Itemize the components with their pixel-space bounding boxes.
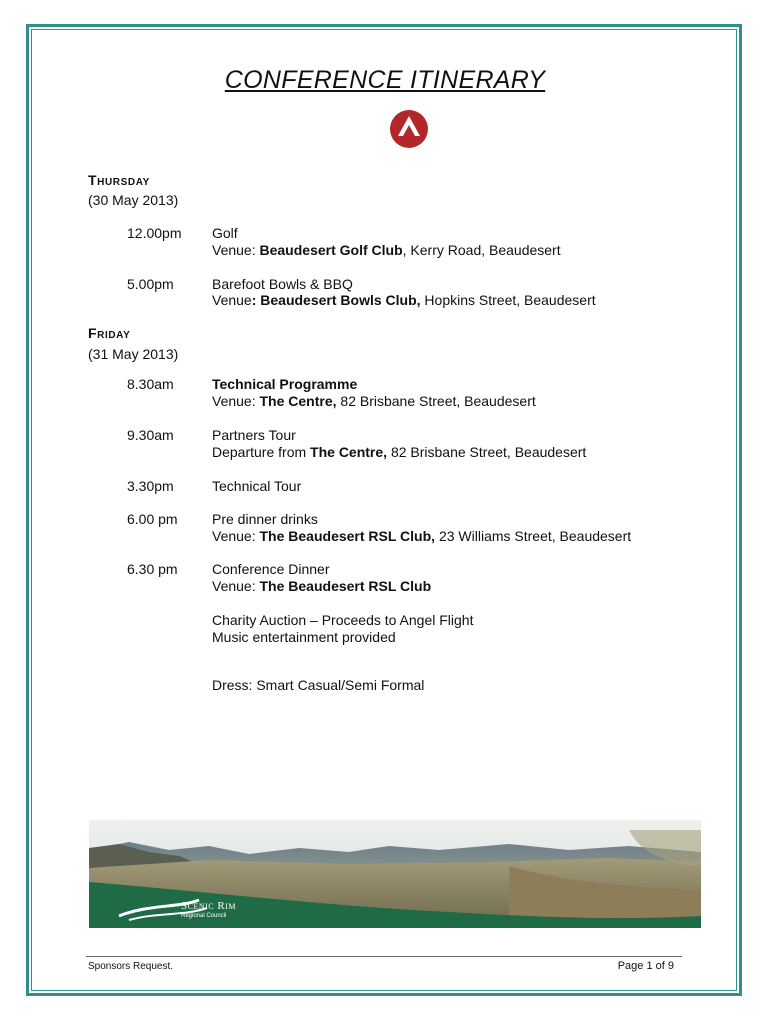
- document-title: CONFERENCE ITINERARY: [224, 66, 546, 94]
- event-time: 8.30am: [127, 376, 174, 392]
- scenic-rim-logo-text: Scenic Rim: [181, 900, 236, 912]
- thursday-date: (30 May 2013): [88, 192, 179, 208]
- event-time: 9.30am: [127, 427, 174, 443]
- footer-left-text: Sponsors Request.: [88, 961, 174, 972]
- event-title: Conference Dinner: [212, 561, 330, 577]
- event-title: Technical Tour: [212, 478, 302, 494]
- event-title: Partners Tour: [212, 427, 296, 443]
- friday-date: (31 May 2013): [88, 346, 179, 362]
- event-time: 6.30 pm: [127, 561, 178, 577]
- footer-divider: [86, 956, 682, 957]
- event-title: Barefoot Bowls & BBQ: [212, 276, 353, 292]
- event-venue: Departure from The Centre, 82 Brisbane Street, Beaudesert: [212, 444, 587, 460]
- scenic-rim-banner: [89, 820, 701, 928]
- event-title: Golf: [212, 225, 238, 241]
- event-note: Charity Auction – Proceeds to Angel Flight: [212, 612, 474, 628]
- event-time: 3.30pm: [127, 478, 174, 494]
- event-venue: Venue: Beaudesert Bowls Club, Hopkins Street, Beaudesert: [212, 292, 596, 308]
- dress-code: Dress: Smart Casual/Semi Formal: [212, 677, 425, 693]
- event-title: Technical Programme: [212, 376, 358, 392]
- event-venue: Venue: The Centre, 82 Brisbane Street, Beaudesert: [212, 393, 536, 409]
- event-note: Music entertainment provided: [212, 629, 396, 645]
- event-venue: Venue: The Beaudesert RSL Club, 23 Williams Street, Beaudesert: [212, 528, 632, 544]
- page-number: Page 1 of 9: [617, 960, 674, 972]
- event-time: 12.00pm: [127, 225, 182, 241]
- event-time: 6.00 pm: [127, 511, 178, 527]
- event-time: 5.00pm: [127, 276, 174, 292]
- conference-logo-icon: [389, 109, 429, 149]
- thursday-heading: Thursday: [88, 172, 150, 188]
- friday-heading: Friday: [88, 325, 131, 341]
- event-title: Pre dinner drinks: [212, 511, 318, 527]
- scenic-rim-logo-subtext: Regional Council: [181, 913, 227, 919]
- event-venue: Venue: Beaudesert Golf Club, Kerry Road, Beaudesert: [212, 242, 561, 258]
- event-venue: Venue: The Beaudesert RSL Club: [212, 578, 432, 594]
